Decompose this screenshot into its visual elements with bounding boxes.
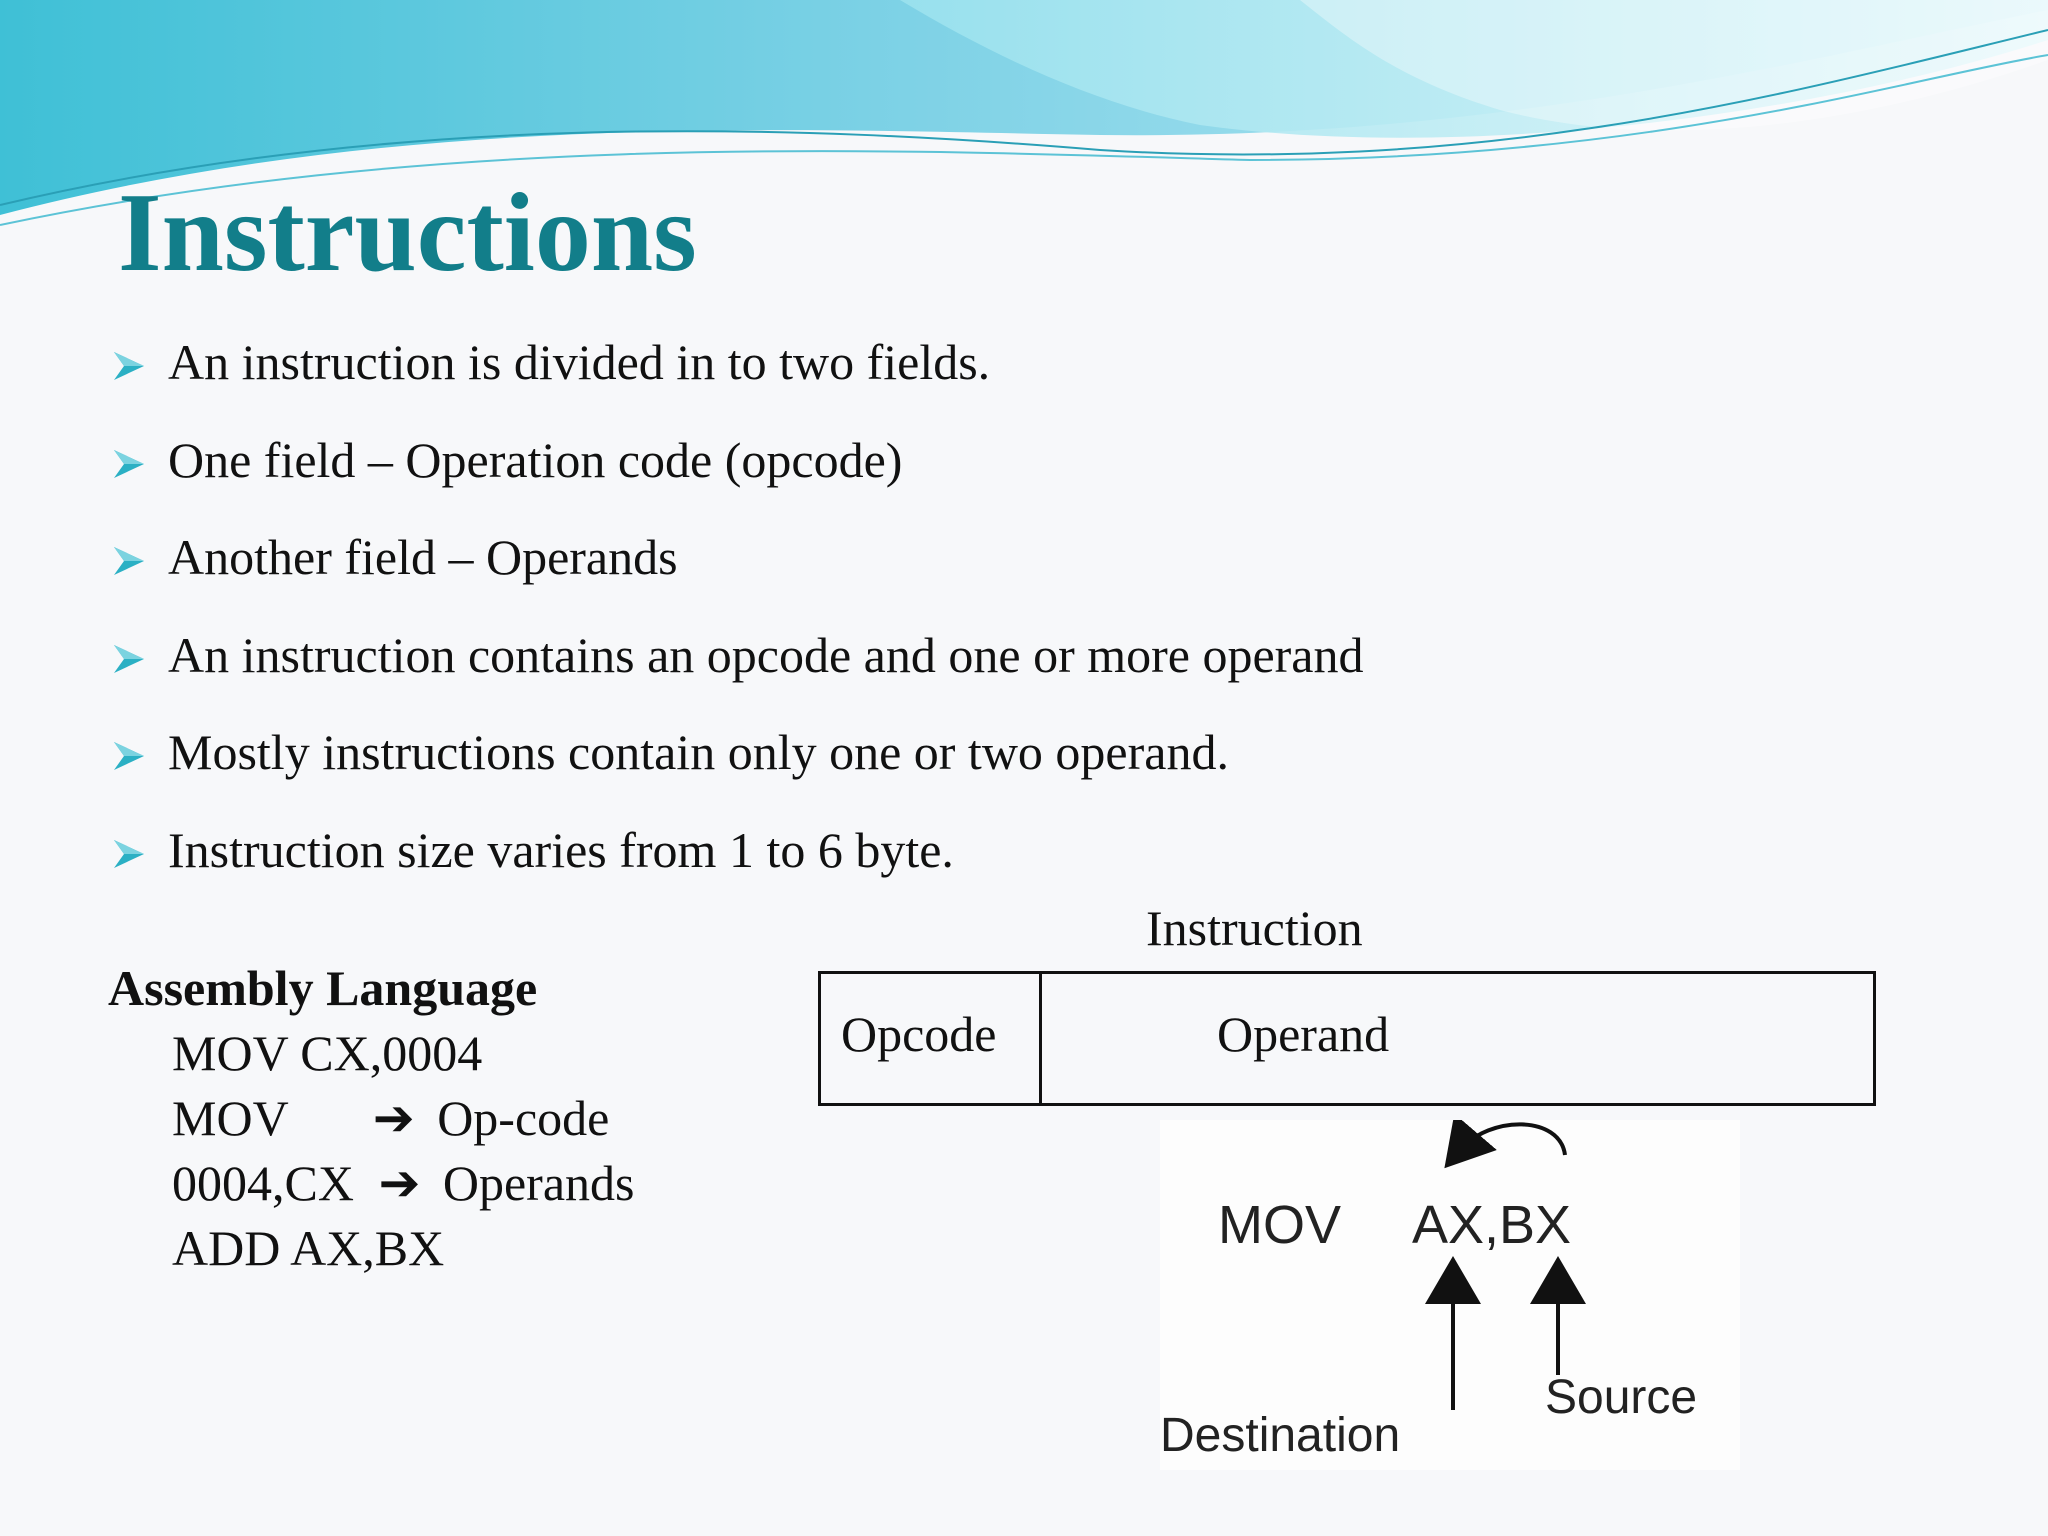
chevron-arrow-icon [110, 444, 150, 484]
chevron-arrow-icon [110, 834, 150, 874]
chevron-arrow-icon [110, 639, 150, 679]
assembly-line-text: Op-code [437, 1090, 610, 1146]
right-arrow-icon: ➔ [372, 1090, 415, 1146]
chevron-arrow-icon [110, 346, 150, 386]
mov-example-diagram [1160, 1120, 1740, 1470]
mov-mnemonic: MOV [1218, 1195, 1342, 1255]
assembly-heading: Assembly Language [108, 960, 538, 1016]
assembly-line-text: MOV CX,0004 [172, 1025, 483, 1081]
bullet-item [110, 330, 1910, 428]
bullet-text: An instruction contains an opcode and one or more operand [168, 626, 1364, 683]
chevron-arrow-icon [110, 541, 150, 581]
assembly-line-text: 0004,CX [172, 1155, 354, 1211]
bullet-item [110, 525, 1910, 623]
bullet-text: Instruction size varies from 1 to 6 byte. [168, 821, 954, 878]
assembly-line [108, 1086, 634, 1151]
source-label: Source [1545, 1371, 1698, 1424]
slide-title: Instructions [118, 171, 697, 295]
instruction-caption: Instruction [1146, 900, 1363, 956]
curved-arrow-icon [1460, 1124, 1565, 1155]
bullet-text: Mostly instructions contain only one or two operand. [168, 724, 1229, 780]
assembly-language-block [108, 956, 634, 1281]
assembly-line-text: MOV [172, 1090, 288, 1146]
bullet-text: Another field – Operands [168, 529, 678, 585]
right-arrow-icon: ➔ [378, 1155, 421, 1211]
instruction-format-box [818, 971, 1876, 1106]
assembly-line [108, 1216, 634, 1281]
operand-cell: Operand [1217, 1006, 1390, 1062]
bullet-item [110, 428, 1910, 526]
assembly-line [108, 1021, 634, 1086]
bullet-item [110, 818, 1910, 916]
bullet-item [110, 623, 1910, 721]
assembly-line [108, 1151, 634, 1216]
mov-registers: AX,BX [1412, 1195, 1572, 1255]
bullet-item [110, 720, 1910, 818]
chevron-arrow-icon [110, 736, 150, 776]
bullet-list [110, 330, 1910, 915]
bullet-text: An instruction is divided in to two fields. [168, 334, 991, 390]
bullet-text: One field – Operation code (opcode) [168, 431, 903, 488]
destination-label: Destination [1160, 1409, 1401, 1462]
opcode-cell: Opcode [821, 974, 1042, 1103]
assembly-line-text: ADD AX,BX [172, 1220, 445, 1276]
assembly-line-text: Operands [442, 1155, 635, 1211]
